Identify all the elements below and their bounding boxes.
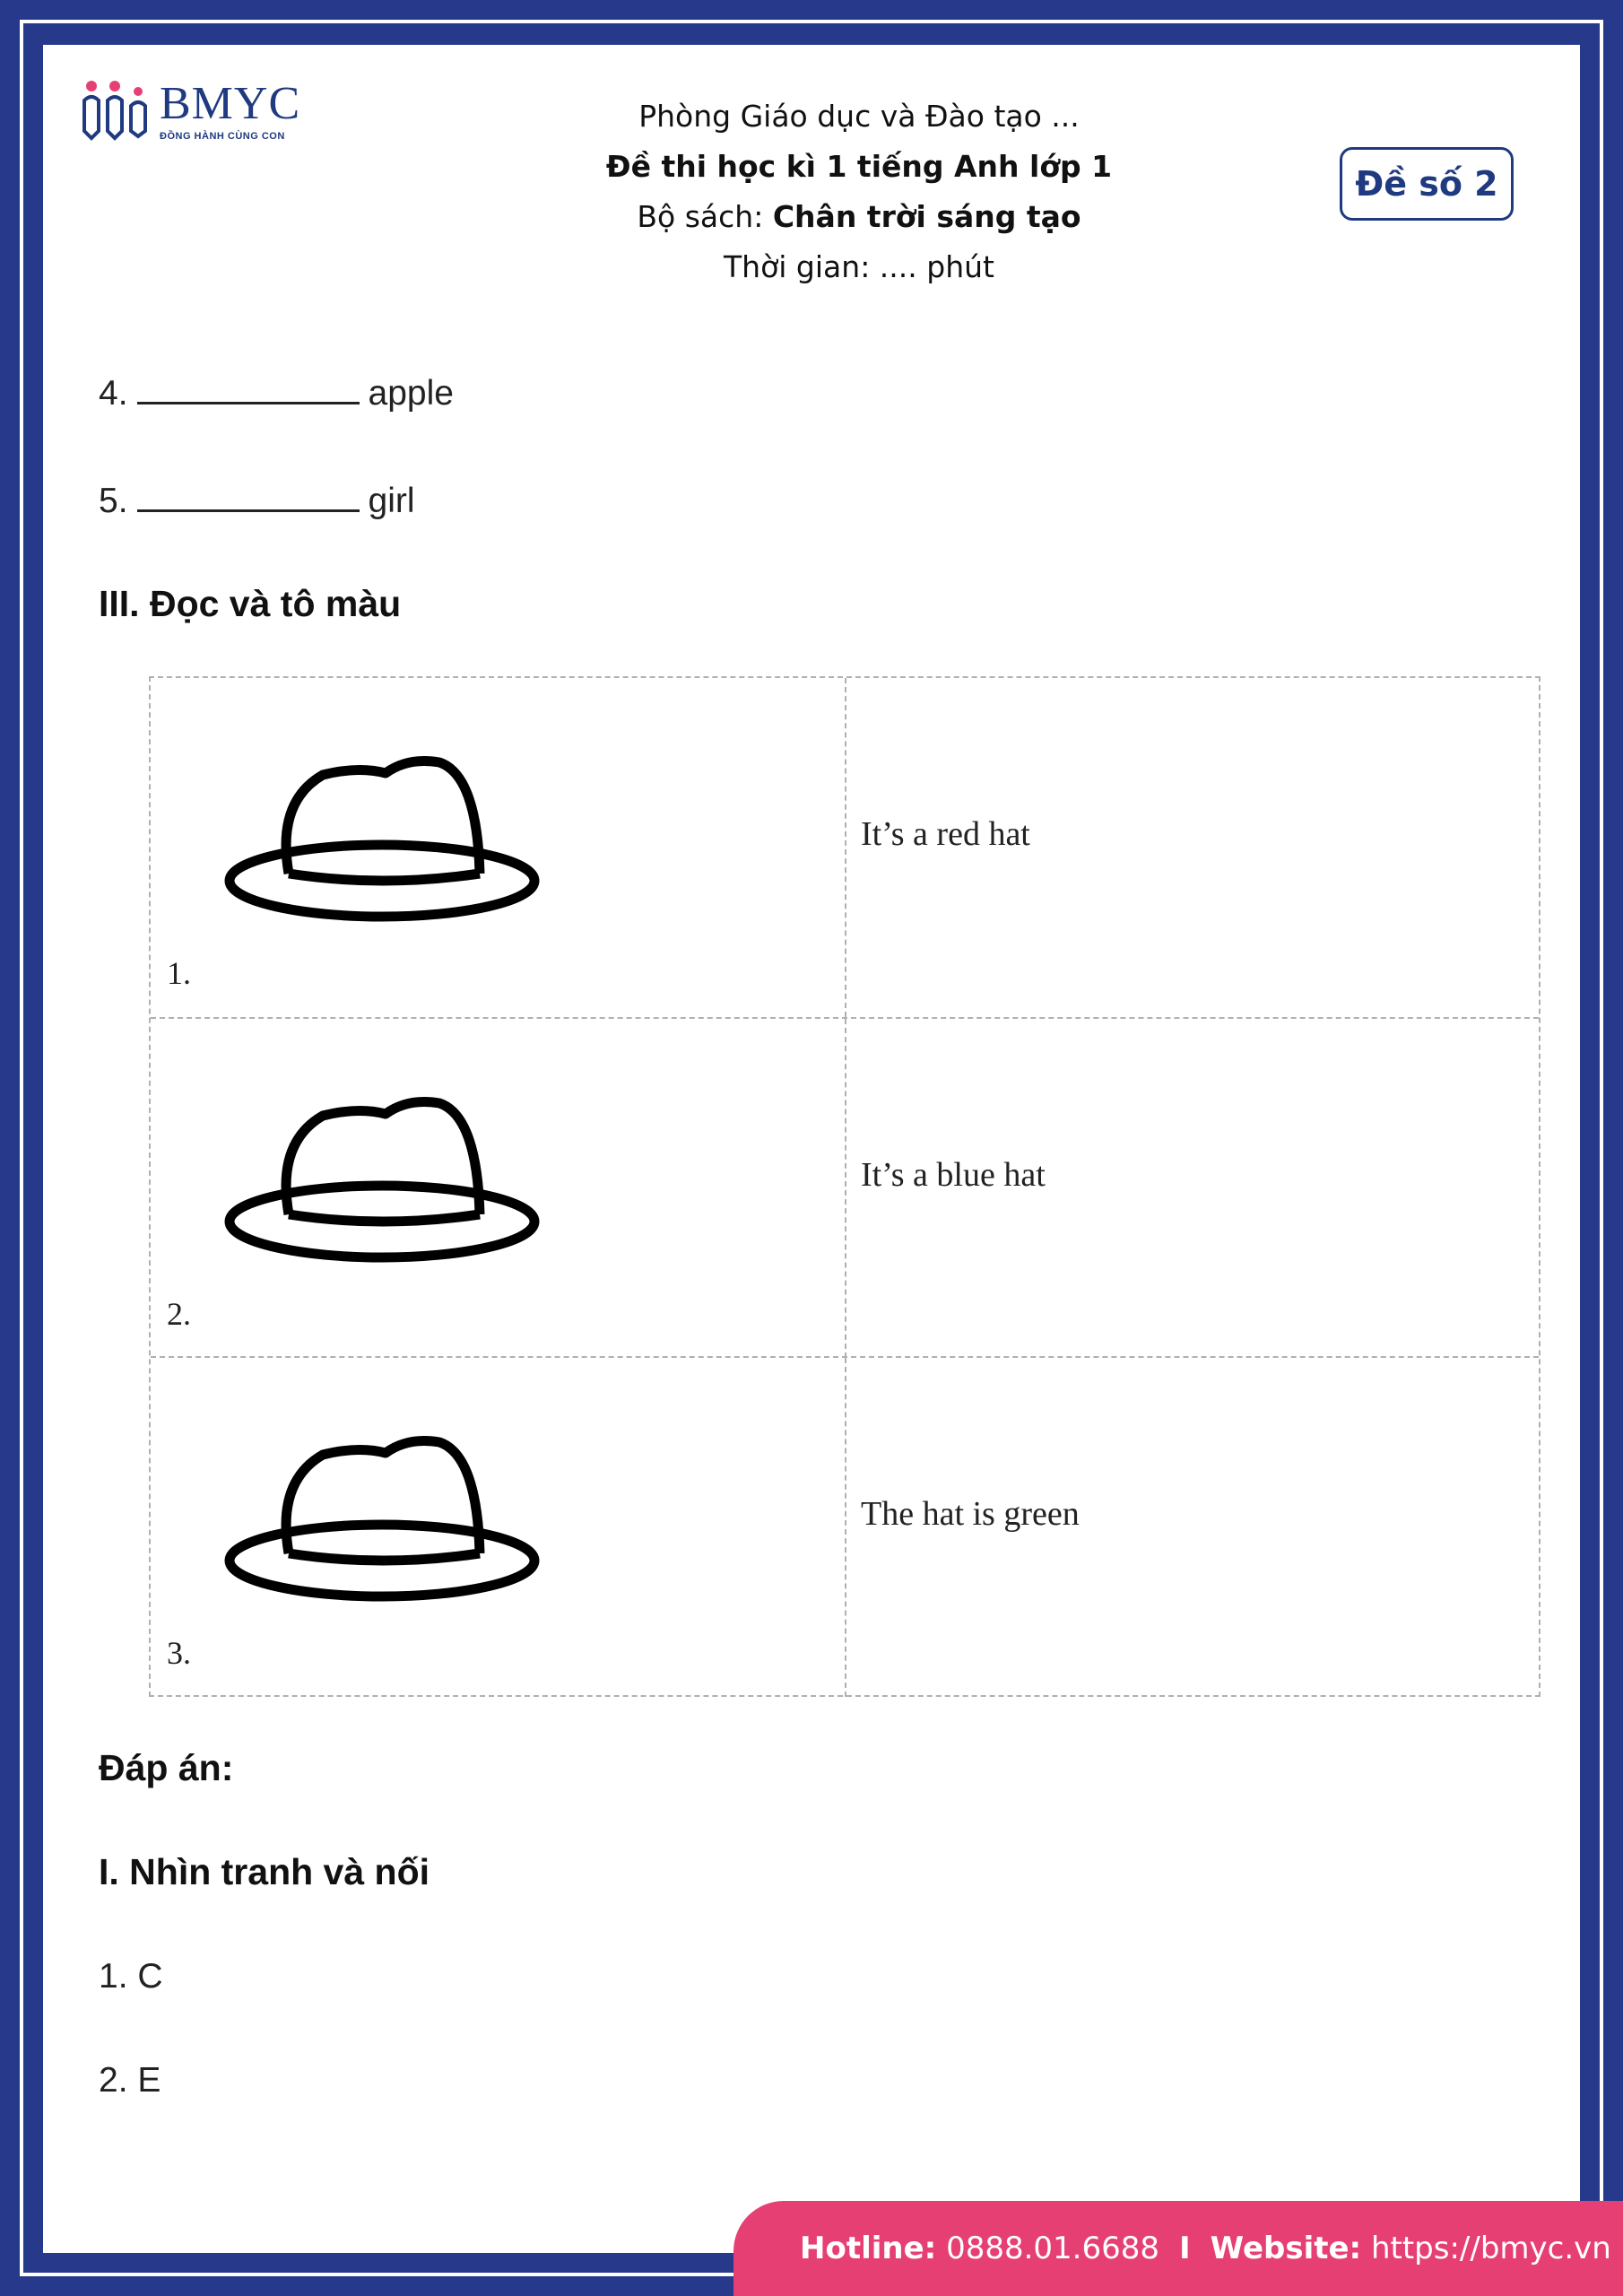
answers-section-heading: I. Nhìn tranh và nối	[99, 1851, 430, 1892]
hat-icon[interactable]	[224, 739, 547, 936]
fill-item: 5. girl	[99, 479, 415, 521]
answers-title: Đáp án:	[99, 1747, 234, 1788]
table-row	[151, 1356, 1539, 1697]
row-number: 3.	[167, 1635, 191, 1671]
row-number: 1.	[167, 955, 191, 991]
contact-footer	[733, 2201, 1623, 2296]
header-department: Phòng Giáo dục và Đào tạo ...	[638, 99, 1080, 134]
row-number: 2.	[167, 1296, 191, 1332]
section-heading: III. Đọc và tô màu	[99, 583, 402, 624]
answer-item: 2. E	[99, 2061, 161, 2100]
exam-number-badge: Đề số 2	[1340, 147, 1514, 221]
coloring-table	[149, 676, 1541, 1697]
hotline-number[interactable]: 0888.01.6688	[946, 2231, 1159, 2266]
website-link[interactable]: https://bmyc.vn	[1370, 2231, 1611, 2266]
row-text: It’s a red hat	[861, 815, 1030, 853]
hat-icon[interactable]	[224, 1080, 547, 1277]
header-book: Bộ sách: Chân trời sáng tạo	[637, 199, 1081, 234]
header-title: Đề thi học kì 1 tiếng Anh lớp 1	[605, 149, 1113, 184]
fill-item: 4. apple	[99, 371, 454, 413]
website-label: Website:	[1210, 2231, 1362, 2266]
hat-icon[interactable]	[224, 1419, 547, 1616]
answer-blank[interactable]	[137, 371, 360, 404]
header-time: Thời gian: .... phút	[724, 249, 994, 284]
table-row	[151, 678, 1539, 1017]
logo-tagline: ĐỒNG HÀNH CÙNG CON	[160, 131, 285, 142]
logo-brand: BMYC	[160, 78, 301, 129]
answer-item: 1. C	[99, 1957, 163, 1996]
table-row	[151, 1017, 1539, 1358]
row-text: The hat is green	[861, 1495, 1080, 1533]
exam-header	[491, 91, 1227, 292]
answer-blank[interactable]	[137, 479, 360, 512]
row-text: It’s a blue hat	[861, 1156, 1046, 1194]
exam-page	[43, 45, 1580, 2253]
footer-separator: I	[1179, 2231, 1191, 2266]
hotline-label: Hotline:	[800, 2231, 937, 2266]
